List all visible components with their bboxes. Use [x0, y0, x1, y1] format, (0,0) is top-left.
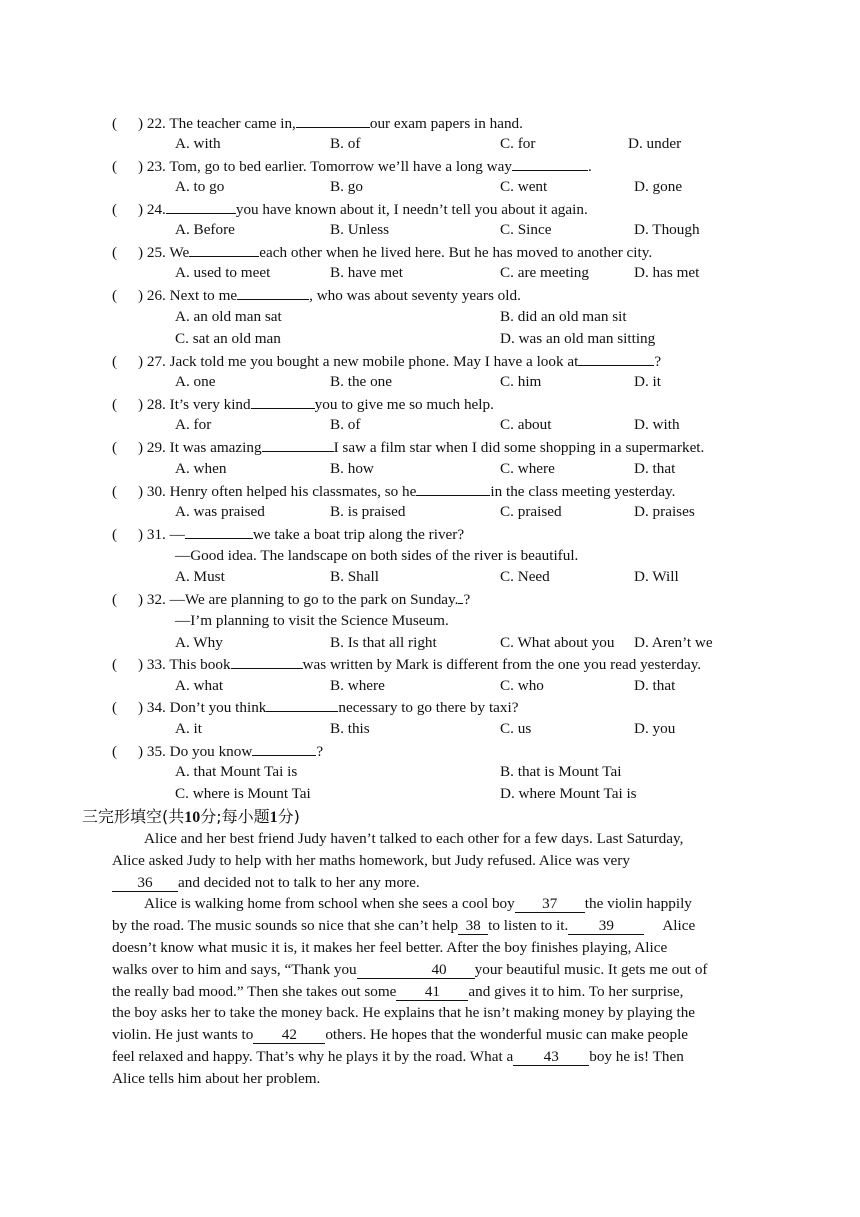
question-stem: ) 29. It was amazing — [138, 439, 262, 456]
blank-39: 39 — [568, 918, 644, 935]
question-stem: ) 22. The teacher came in, — [138, 115, 296, 132]
dialogue-reply: —Good idea. The landscape on both sides of the river is beautiful. — [175, 547, 579, 564]
question-24: ( ) 24. you have known about it, I needn’t tell you about it again. — [112, 201, 588, 218]
option-d: D. Aren’t we — [634, 634, 713, 651]
option-a: A. to go — [175, 178, 225, 195]
answer-blank — [252, 741, 316, 756]
question-stem: necessary to go there by taxi? — [338, 699, 519, 716]
passage-line: doesn’t know what music it is, it makes her feel better. After the boy finishes playing, Alice — [112, 938, 668, 956]
passage-line: by the road. The music sounds so nice that she can’t help 38 to listen to it. 39 Alice — [112, 917, 696, 935]
option-c: C. praised — [500, 503, 562, 520]
question-stem: each other when he lived here. But he has moved to another city. — [259, 244, 653, 261]
dialogue-reply: —I’m planning to visit the Science Museum. — [175, 612, 449, 629]
question-stem: I saw a film star when I did some shopping in a supermarket. — [333, 439, 705, 456]
answer-blank — [512, 156, 588, 171]
blank-37: 37 — [515, 896, 585, 913]
passage-line: walks over to him and says, “Thank you 40 your beautiful music. It gets me out of — [112, 960, 708, 978]
passage-line: Alice tells him about her problem. — [112, 1069, 321, 1087]
option-a: A. one — [175, 373, 216, 390]
option-a: A. it — [175, 720, 203, 737]
option-d: D. where Mount Tai is — [500, 785, 637, 802]
option-a: A. Must — [175, 568, 225, 585]
question-stem: ) 34. Don’t you think — [138, 699, 267, 716]
question-stem: you to give me so much help. — [314, 396, 494, 413]
section-heading: 三完形填空(共10分;每小题1分) — [82, 807, 300, 826]
passage-line: the really bad mood.” Then she takes out some 41 and gives it to him. To her surprise, — [112, 982, 684, 1000]
answer-blank — [185, 524, 253, 539]
passage-line: the boy asks her to take the money back. He explains that he isn’t making money by playing the — [112, 1004, 696, 1022]
answer-blank — [189, 242, 259, 257]
question-33: ( ) 33. This book was written by Mark is different from the one you read yesterday. — [112, 656, 702, 673]
answer-blank — [262, 437, 334, 452]
option-d: D. Though — [634, 221, 700, 238]
option-a: A. when — [175, 460, 227, 477]
blank-40: 40 — [357, 962, 475, 979]
question-stem: we take a boat trip along the river? — [252, 526, 465, 543]
option-c: C. about — [500, 416, 552, 433]
option-c: C. where is Mount Tai — [175, 785, 311, 802]
question-stem: ) 26. Next to me — [138, 287, 238, 304]
question-27: ( ) 27. Jack told me you bought a new mobile phone. May I have a look at ? — [112, 353, 662, 370]
question-stem: , who was about seventy years old. — [309, 287, 521, 304]
question-stem: ) 35. Do you know — [138, 743, 253, 760]
option-b: B. Unless — [330, 221, 390, 238]
option-c: C. are meeting — [500, 264, 589, 281]
blank-36: 36 — [112, 875, 178, 892]
option-c: C. for — [500, 135, 536, 152]
question-22: ( ) 22. The teacher came in, our exam papers in hand. — [112, 115, 523, 132]
option-c: C. where — [500, 460, 555, 477]
option-b: B. how — [330, 460, 374, 477]
option-c: C. us — [500, 720, 532, 737]
passage-line: Alice is walking home from school when she sees a cool boy 37 the violin happily — [144, 895, 692, 913]
answer-blank — [296, 113, 370, 128]
option-b: B. that is Mount Tai — [500, 763, 622, 780]
option-a: A. Before — [175, 221, 235, 238]
answer-blank — [416, 481, 490, 496]
passage-line: Alice and her best friend Judy haven’t talked to each other for a few days. Last Saturday, — [144, 830, 684, 847]
question-stem: ) 32. —We are planning to go to the park on Sunday. — [138, 591, 459, 608]
answer-blank — [237, 285, 309, 300]
answer-blank — [266, 697, 338, 712]
question-stem: ) 30. Henry often helped his classmates, so he — [138, 483, 417, 500]
option-d: D. you — [634, 720, 676, 737]
passage-line: feel relaxed and happy. That’s why he plays it by the road. What a 43 boy he is! Then — [112, 1047, 684, 1065]
option-c: C. Need — [500, 568, 550, 585]
option-b: B. the one — [330, 373, 393, 390]
option-c: C. Since — [500, 221, 552, 238]
question-32: ( ) 32. —We are planning to go to the park on Sunday. ? — [112, 591, 471, 608]
question-stem: ) 33. This book — [138, 656, 231, 673]
option-b: B. Shall — [330, 568, 379, 585]
option-c: C. What about you — [500, 634, 615, 651]
question-25: ( ) 25. We each other when he lived here. But he has moved to another city. — [112, 244, 653, 261]
question-stem: ) 25. We — [138, 244, 190, 261]
cloze-passage — [112, 828, 762, 1090]
question-stem: you have known about it, I needn’t tell you about it again. — [235, 201, 588, 218]
option-d: D. praises — [634, 503, 695, 520]
option-a: A. that Mount Tai is — [175, 763, 298, 780]
question-stem: ) 27. Jack told me you bought a new mobile phone. May I have a look at — [138, 353, 579, 370]
option-a: A. was praised — [175, 503, 265, 520]
blank-38: 38 — [458, 918, 488, 935]
question-stem: ? — [654, 353, 662, 370]
question-stem: ? — [316, 743, 324, 760]
option-c: C. went — [500, 178, 548, 195]
option-a: A. for — [175, 416, 212, 433]
option-d: D. has met — [634, 264, 700, 281]
answer-blank — [166, 199, 236, 214]
passage-line: Alice asked Judy to help with her maths homework, but Judy refused. Alice was very — [112, 851, 630, 869]
option-d: D. it — [634, 373, 662, 390]
passage-line: violin. He just wants to 42 others. He hopes that the wonderful music can make people — [112, 1026, 689, 1044]
question-34: ( ) 34. Don’t you think necessary to go there by taxi? — [112, 699, 519, 716]
option-d: D. with — [634, 416, 680, 433]
option-d: D. that — [634, 677, 676, 694]
question-stem: ) 24. — [138, 201, 166, 218]
question-stem: was written by Mark is different from the one you read yesterday. — [302, 656, 702, 673]
option-a: A. Why — [175, 634, 223, 651]
question-stem: ) 31. — — [138, 526, 185, 543]
option-c: C. sat an old man — [175, 330, 281, 347]
question-stem: ) 23. Tom, go to bed earlier. Tomorrow we’ll have a long way — [138, 158, 512, 175]
answer-blank — [578, 351, 654, 366]
question-29: ( ) 29. It was amazing I saw a film star when I did some shopping in a supermarket. — [112, 439, 705, 456]
option-b: B. go — [330, 178, 363, 195]
option-d: D. was an old man sitting — [500, 330, 656, 347]
option-a: A. an old man sat — [175, 308, 282, 325]
option-d: D. that — [634, 460, 676, 477]
option-a: A. used to meet — [175, 264, 271, 281]
passage-line: 36 and decided not to talk to her any more. — [112, 872, 762, 894]
option-d: D. gone — [634, 178, 683, 195]
question-28: ( ) 28. It’s very kind you to give me so much help. — [112, 396, 494, 413]
question-stem: ? — [463, 591, 471, 608]
option-a: A. what — [175, 677, 224, 694]
option-a: A. with — [175, 135, 221, 152]
question-30: ( ) 30. Henry often helped his classmates, so he in the class meeting yesterday. — [112, 483, 676, 500]
option-b: B. of — [330, 416, 361, 433]
question-26: ( ) 26. Next to me , who was about seventy years old. — [112, 287, 521, 304]
blank-41: 41 — [396, 984, 468, 1001]
option-b: B. is praised — [330, 503, 406, 520]
question-23: ( ) 23. Tom, go to bed earlier. Tomorrow we’ll have a long way . — [112, 158, 592, 175]
blank-42: 42 — [253, 1027, 325, 1044]
option-b: B. have met — [330, 264, 403, 281]
option-b: B. Is that all right — [330, 634, 437, 651]
question-31: ( ) 31. — we take a boat trip along the river? — [112, 526, 465, 543]
option-d: D. Will — [634, 568, 679, 585]
question-35: ( ) 35. Do you know ? — [112, 743, 324, 760]
answer-blank — [251, 394, 315, 409]
answer-blank — [231, 654, 303, 669]
question-stem: our exam papers in hand. — [369, 115, 523, 132]
question-stem: ) 28. It’s very kind — [138, 396, 251, 413]
option-c: C. who — [500, 677, 544, 694]
option-b: B. where — [330, 677, 385, 694]
question-stem: in the class meeting yesterday. — [490, 483, 676, 500]
blank-43: 43 — [513, 1049, 589, 1066]
option-d: D. under — [628, 135, 682, 152]
option-c: C. him — [500, 373, 542, 390]
option-b: B. did an old man sit — [500, 308, 627, 325]
option-b: B. this — [330, 720, 370, 737]
option-b: B. of — [330, 135, 361, 152]
question-stem: . — [587, 158, 592, 175]
